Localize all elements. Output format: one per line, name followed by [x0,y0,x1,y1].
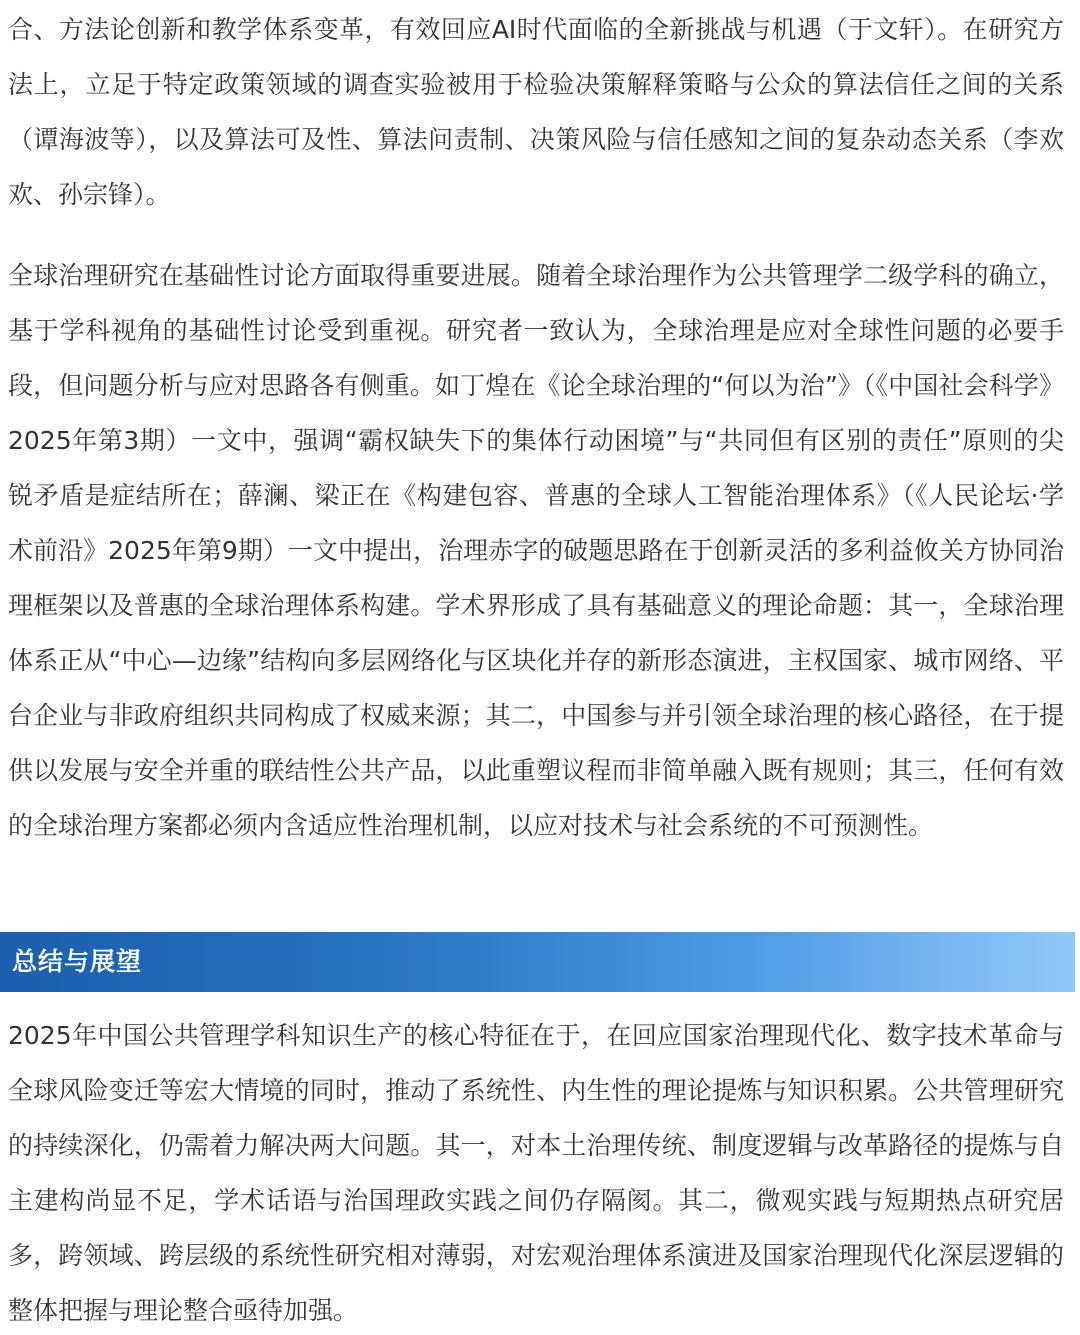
paragraph-global-governance: 全球治理研究在基础性讨论方面取得重要进展。随着全球治理作为公共管理学二级学科的确立，基于学科视角的基础性讨论受到重视。研究者一致认为，全球治理是应对全球性问题的必要手段，但问题分析与应对思路各有侧重。如丁煌在《论全球治理的“何以为治”》（《中国社会科学》2025年第3期）一文中，强调“霸权缺失下的集体行动困境”与“共同但有区别的责任”原则的尖锐矛盾是症结所在；薛澜、梁正在《构建包容、普惠的全球人工智能治理体系》（《人民论坛·学术前沿》2025年第9期）一文中提出，治理赤字的破题思路在于创新灵活的多利益攸关方协同治理框架以及普惠的全球治理体系构建。学术界形成了具有基础意义的理论命题：其一，全球治理体系正从“中心—边缘”结构向多层网络化与区块化并存的新形态演进，主权国家、城市网络、平台企业与非政府组织共同构成了权威来源；其二，中国参与并引领全球治理的核心路径，在于提供以发展与安全并重的联结性公共产品，以此重塑议程而非简单融入既有规则；其三，任何有效的全球治理方案都必须内含适应性治理机制，以应对技术与社会系统的不可预测性。 [8,261,1064,840]
section-title: 总结与展望 [12,947,143,976]
section-header-bar [0,932,1075,992]
paragraph-ai-governance-research: 合、方法论创新和教学体系变革，有效回应AI时代面临的全新挑战与机遇（于文轩）。在研究方法上，立足于特定政策领域的调查实验被用于检验决策解释策略与公众的算法信任之间的关系（谭海波等），以及算法可及性、算法问责制、决策风险与信任感知之间的复杂动态关系（李欢欢、孙宗锋）。 [8,15,1064,209]
paragraph-summary: 2025年中国公共管理学科知识生产的核心特征在于，在回应国家治理现代化、数字技术革命与全球风险变迁等宏大情境的同时，推动了系统性、内生性的理论提炼与知识积累。公共管理研究的持续深化，仍需着力解决两大问题。其一，对本土治理传统、制度逻辑与改革路径的提炼与自主建构尚显不足，学术话语与治国理政实践之间仍存隔阂。其二，微观实践与短期热点研究居多，跨领域、跨层级的系统性研究相对薄弱，对宏观治理体系演进及国家治理现代化深层逻辑的整体把握与理论整合亟待加强。 [8,1021,1064,1325]
